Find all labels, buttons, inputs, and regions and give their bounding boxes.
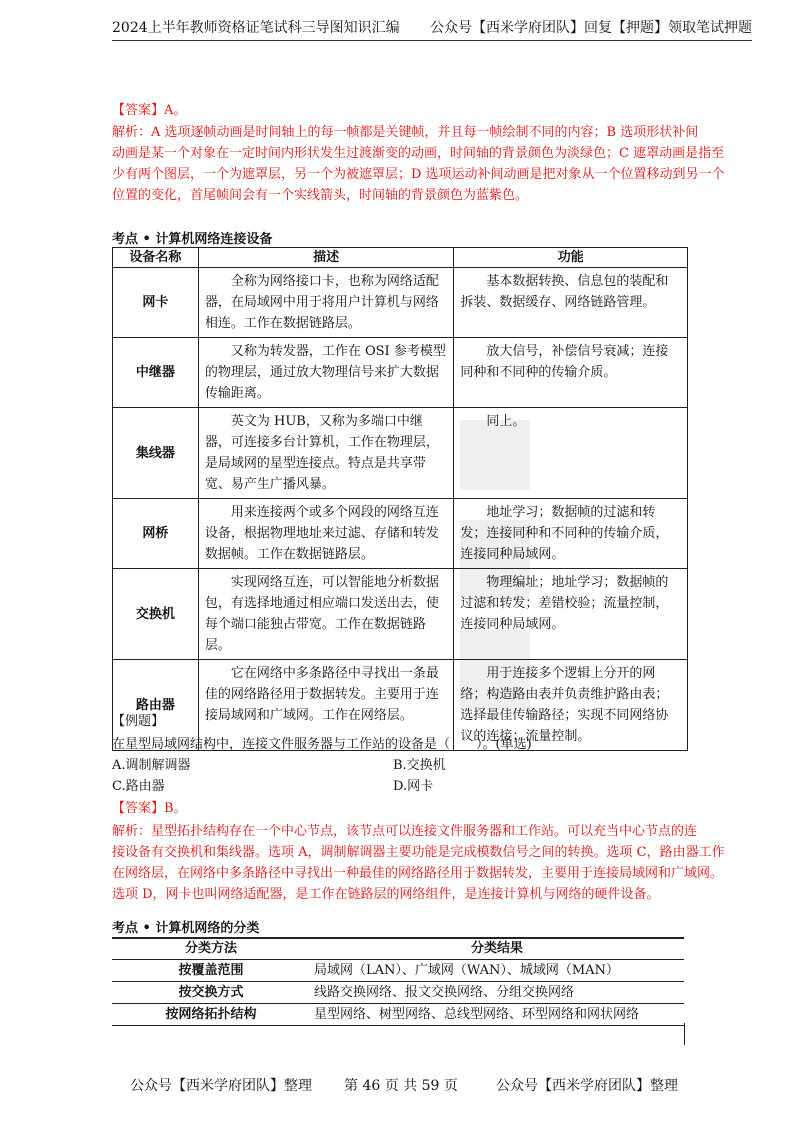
analysis-1	[112, 122, 748, 206]
header-title: 2024上半年教师资格证笔试科三导图知识汇编	[112, 20, 400, 36]
device-desc: 用来连接两个或多个网段的网络互连设备，根据物理地址来过滤、存储和转发数据帧。工作在数据链路层。	[198, 499, 454, 569]
analysis-1-line: 位置的变化，首尾帧间会有一个实线箭头，时间轴的背景颜色为蓝紫色。	[112, 188, 529, 203]
device-func: 放大信号，补偿信号衰减；连接同种和不同种的传输介质。	[454, 338, 688, 408]
class-method: 按覆盖范围	[112, 960, 310, 982]
footer-right: 公众号【西米学府团队】整理	[496, 1078, 678, 1094]
analysis-1-line: 少有两个图层，一个为遮罩层，另一个为被遮罩层；D 选项运动补间动画是把对象从一个位置移动到另一个	[112, 167, 725, 182]
device-name: 路由器	[113, 660, 199, 751]
device-func: 基本数据转换、信息包的装配和拆装、数据缓存、网络链路管理。	[454, 268, 688, 338]
section-title-devices: 考点 • 计算机网络连接设备	[112, 232, 273, 247]
answer-label-2: 【答案】B。	[112, 801, 187, 816]
column-header: 设备名称	[113, 248, 199, 268]
table-row	[113, 268, 688, 338]
option-d: D.网卡	[393, 779, 434, 794]
option-b: B.交换机	[393, 758, 446, 773]
analysis-2	[112, 821, 748, 905]
header-promo: 公众号【西米学府团队】回复【押题】领取笔试押题	[430, 20, 752, 36]
table-row	[112, 982, 684, 1004]
analysis-2-line: 选项 D，网卡也叫网络适配器，是工作在链路层的网络组件，是连接计算机与网络的硬件设备。	[112, 887, 660, 902]
page-number: 第 46 页 共 59 页	[344, 1078, 458, 1094]
table-row	[113, 499, 688, 569]
option-c: C.路由器	[112, 779, 165, 794]
device-desc: 全称为网络接口卡，也称为网络适配器，在局域网中用于将用户计算机与网络相连。工作在数据链路层。	[198, 268, 454, 338]
page-header	[112, 18, 752, 41]
device-name: 集线器	[113, 408, 199, 499]
device-name: 网桥	[113, 499, 199, 569]
device-desc: 它在网络中多条路径中寻找出一条最佳的网络路径用于数据转发。主要用于连接局域网和广域网。工作在网络层。	[198, 660, 454, 751]
table-edge-line	[684, 1023, 685, 1045]
device-func: 地址学习；数据帧的过滤和转发；连接同种和不同种的传输介质，连接同种局域网。	[454, 499, 688, 569]
class-result: 星型网络、树型网络、总线型网络、环型网络和网状网络	[310, 1004, 684, 1026]
analysis-2-line: 接设备有交换机和集线器。选项 A，调制解调器主要功能是完成模数信号之间的转换。选项 C，路由器工作	[112, 845, 725, 860]
device-name: 交换机	[113, 569, 199, 660]
device-name: 网卡	[113, 268, 199, 338]
device-name: 中继器	[113, 338, 199, 408]
device-desc: 又称为转发器，工作在 OSI 参考模型的物理层，通过放大物理信号来扩大数据传输距离。	[198, 338, 454, 408]
class-method: 按交换方式	[112, 982, 310, 1004]
column-header: 分类方法	[112, 938, 310, 960]
classification-table	[112, 937, 684, 1026]
class-result: 局域网（LAN）、广域网（WAN）、城域网（MAN）	[310, 960, 684, 982]
example-label: 【例题】	[112, 714, 165, 729]
example-question: 在星型局域网结构中，连接文件服务器与工作站的设备是（ ）。(单选)	[112, 737, 532, 752]
class-method: 按网络拓扑结构	[112, 1004, 310, 1026]
class-result: 线路交换网络、报文交换网络、分组交换网络	[310, 982, 684, 1004]
table-row	[112, 960, 684, 982]
table-header-row	[112, 938, 684, 960]
analysis-1-line: 解析：A 选项逐帧动画是时间轴上的每一帧都是关键帧，并且每一帧绘制不同的内容；B 选项形状补间	[112, 125, 699, 140]
column-header: 描述	[198, 248, 454, 268]
device-func: 物理编址；地址学习；数据帧的过滤和转发；差错校验；流量控制，连接同种局域网。	[454, 569, 688, 660]
analysis-2-line: 解析：星型拓扑结构存在一个中心节点，该节点可以连接文件服务器和工作站。可以充当中心节点的连	[112, 824, 698, 839]
device-func: 用于连接多个逻辑上分开的网络；构造路由表并负责维护路由表；选择最佳传输路径；实现不同网络协议的连接；流量控制。	[454, 660, 688, 751]
table-row	[113, 408, 688, 499]
device-func: 同上。	[454, 408, 688, 499]
column-header: 分类结果	[310, 938, 684, 960]
analysis-1-line: 动画是某一个对象在一定时间内形状发生过渡渐变的动画，时间轴的背景颜色为淡绿色；C 遮罩动画是指至	[112, 146, 725, 161]
table-row	[112, 1004, 684, 1026]
table-header-row	[113, 248, 688, 268]
devices-table	[112, 247, 688, 751]
analysis-2-line: 在网络层，在网络中多条路径中寻找出一种最佳的网络路径用于数据转发，主要用于连接局域网和广域网。	[112, 866, 724, 881]
device-desc: 英文为 HUB，又称为多端口中继器，可连接多台计算机，工作在物理层，是局域网的星型连接点。特点是共享带宽、易产生广播风暴。	[198, 408, 454, 499]
section-title-classification: 考点 • 计算机网络的分类	[112, 921, 260, 936]
answer-label-1: 【答案】A。	[112, 103, 187, 118]
column-header: 功能	[454, 248, 688, 268]
device-desc: 实现网络互连，可以智能地分析数据包，有选择地通过相应端口发送出去，使每个端口能独占带宽。工作在数据链路层。	[198, 569, 454, 660]
option-a: A.调制解调器	[112, 758, 191, 773]
table-row	[113, 338, 688, 408]
footer-left: 公众号【西米学府团队】整理	[130, 1078, 312, 1094]
table-row	[113, 569, 688, 660]
